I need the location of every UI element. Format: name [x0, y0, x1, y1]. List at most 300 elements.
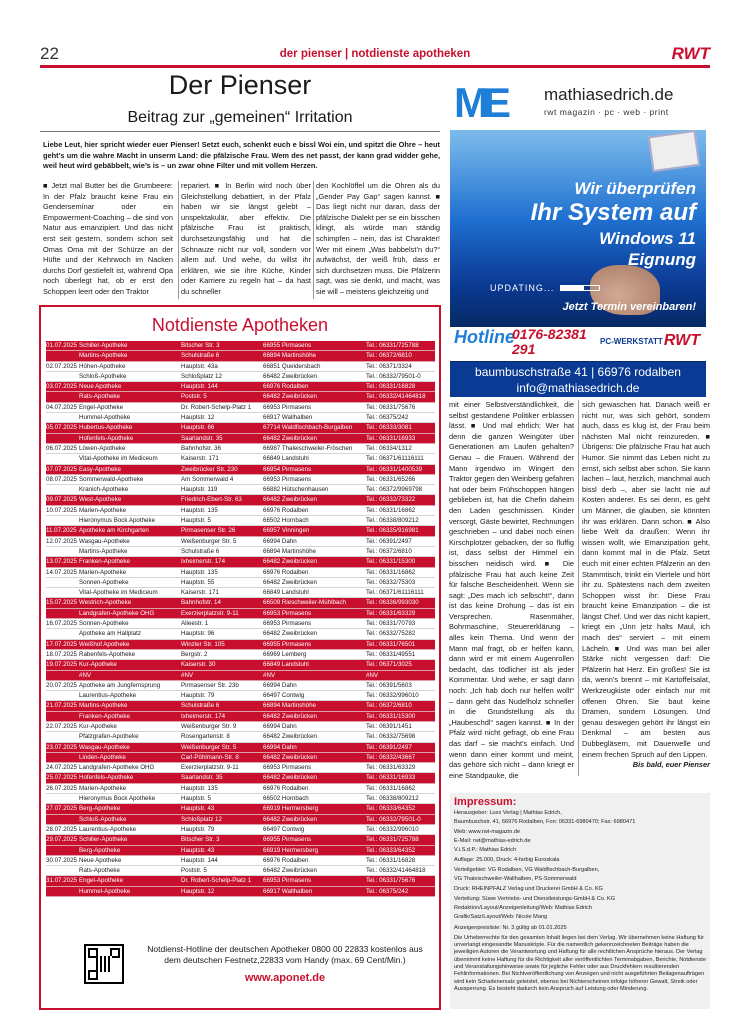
row-city: 66953 Pirmasens [263, 475, 312, 483]
table-row [46, 825, 435, 835]
row-city: 66482 Zweibrücken [263, 393, 318, 401]
row-date [46, 351, 79, 360]
table-row [46, 526, 435, 536]
row-date [46, 732, 79, 741]
row-city: 66894 Martinshöhe [263, 702, 316, 710]
row-street: Friedrich-Ebert-Str. 63 [181, 496, 242, 504]
table-row [46, 537, 435, 547]
row-pharmacy: Neue Apotheke [79, 383, 122, 391]
row-street: Zweibrücker Str. 230 [181, 465, 238, 473]
row-date [46, 846, 79, 855]
impressum-line: Verteilgebiet: VG Rodalben, VG Waldfischbach-Burgalben, [454, 866, 600, 873]
row-phone: Tel.: 06333/3081 [366, 424, 412, 432]
row-city: 66976 Rodalben [263, 506, 309, 514]
row-phone: Tel.: 06371/3025 [366, 661, 412, 669]
ad-line-4: Eignung [628, 250, 696, 269]
row-date [46, 413, 79, 422]
table-row [46, 835, 435, 845]
devices-icon [648, 130, 701, 172]
row-city: 66957 Vinningen [263, 527, 310, 535]
notdienst-box [39, 305, 441, 1010]
table-row [46, 588, 435, 598]
row-date: 05.07.2025 [46, 424, 77, 432]
table-row [46, 722, 435, 732]
row-date [46, 609, 79, 618]
row-date [46, 629, 79, 638]
row-city: 66482 Zweibrücken [263, 712, 318, 720]
row-street: Winzler Str. 105 [181, 640, 225, 648]
row-pharmacy: Kur-Apotheke [79, 661, 117, 669]
row-street: Hauptstr. 96 [181, 630, 215, 638]
row-street: Hauptstr. 135 [181, 568, 218, 576]
row-phone: Tel.: 06331/16862 [366, 568, 416, 576]
row-pharmacy: Martins-Apotheke [79, 547, 128, 555]
pc-werkstatt-label: PC-WERKSTATT [600, 337, 663, 346]
table-row [46, 516, 435, 526]
table-row [46, 629, 435, 639]
row-date: 04.07.2025 [46, 403, 77, 411]
row-pharmacy: Laurentius-Apotheke [79, 825, 137, 833]
table-row [46, 392, 435, 402]
ad-line-2: Ihr System auf [530, 199, 696, 226]
table-row [46, 763, 435, 773]
row-date: 17.07.2025 [46, 640, 77, 648]
table-row [46, 712, 435, 722]
row-street: Exerzierplatzstr. 9-11 [181, 764, 239, 772]
row-pharmacy: Kur-Apotheke [79, 722, 117, 730]
row-city: 66482 Zweibrücken [263, 630, 318, 638]
table-row [46, 701, 435, 711]
row-date [46, 547, 79, 556]
row-phone: Tel.: 06391/1451 [366, 722, 412, 730]
row-city: 66482 Zweibrücken [263, 753, 318, 761]
row-city: 66849 Landstuhl [263, 661, 309, 669]
row-street: Dr. Robert-Schelp-Platz 1 [181, 403, 252, 411]
row-pharmacy: Hubertus-Apotheke [79, 424, 133, 432]
impressum-title: Impressum: [454, 796, 517, 808]
row-phone: Tel.: 06333/64352 [366, 805, 416, 813]
row-pharmacy: Apotheke am Kirchgarten [79, 527, 149, 535]
row-pharmacy: Hieronymus Bock Apotheke [79, 517, 156, 525]
row-date: 10.07.2025 [46, 506, 77, 514]
row-street: Bitscher Str. 3 [181, 836, 220, 844]
table-row [46, 671, 435, 681]
row-street: Schloßplatz 12 [181, 372, 222, 380]
table-row [46, 413, 435, 423]
table-row [46, 732, 435, 742]
row-city: 66917 Wallhalben [263, 414, 313, 422]
row-street: Hauptstr. 135 [181, 506, 218, 514]
row-pharmacy: Franken-Apotheke [79, 712, 130, 720]
row-phone: Tel.: 06331/16862 [366, 784, 416, 792]
hotline-number: 0176-82381291 [512, 326, 587, 357]
row-date: 19.07.2025 [46, 661, 77, 669]
row-date [46, 691, 79, 700]
ad-hotline-bar [450, 327, 706, 361]
row-pharmacy: Apotheke am Hallplatz [79, 630, 141, 638]
row-street: Hauptstr. 43 [181, 846, 215, 854]
row-date: 12.07.2025 [46, 537, 77, 545]
row-street: Pirmasenser Str. 23b [181, 681, 239, 689]
table-row [46, 650, 435, 660]
table-row [46, 753, 435, 763]
table-row [46, 506, 435, 516]
row-city: 66976 Rodalben [263, 784, 309, 792]
row-city: 66482 Zweibrücken [263, 496, 318, 504]
row-city: 66849 Landstuhl [263, 455, 309, 463]
row-phone: Tel.: 06331/16828 [366, 383, 416, 391]
row-pharmacy: Landgrafen-Apotheke OHG [79, 764, 155, 772]
row-phone: Tel.: 06372/6810 [366, 547, 412, 555]
column-divider [578, 400, 579, 776]
page-number: 22 [40, 44, 59, 63]
row-street: Ixheimerstr. 174 [181, 712, 226, 720]
row-city: 66482 Zweibrücken [263, 558, 318, 566]
row-phone: Tel.: 06332/43667 [366, 753, 416, 761]
row-city: 66497 Contwig [263, 692, 305, 700]
row-pharmacy: Franken-Apotheke [79, 558, 130, 566]
row-phone: Tel.: 06371/61116111 [366, 589, 424, 597]
row-pharmacy: Löwen-Apotheke [79, 444, 126, 452]
row-date: 18.07.2025 [46, 650, 77, 658]
row-phone: Tel.: 06333/64352 [366, 846, 416, 854]
table-row [46, 681, 435, 691]
impressum-line: E-Mail: rwt@mathias-edrich.de [454, 837, 531, 844]
row-date: 03.07.2025 [46, 383, 77, 391]
table-row [46, 804, 435, 814]
row-street: Kaiserstr. 171 [181, 455, 219, 463]
column-divider [178, 181, 179, 299]
row-pharmacy: Weißhof Apotheke [79, 640, 130, 648]
row-date: 01.07.2025 [46, 342, 77, 349]
row-pharmacy: Easy-Apotheke [79, 465, 121, 473]
row-pharmacy: Hummel-Apotheke [79, 887, 131, 895]
row-date [46, 372, 79, 381]
row-phone: Tel.: 06372/6810 [366, 352, 412, 360]
row-city: 66497 Contwig [263, 825, 305, 833]
row-pharmacy: West-Apotheke [79, 496, 122, 504]
article-title: Der Pienser [168, 70, 312, 100]
row-pharmacy: Westrich-Apotheke [79, 599, 132, 607]
row-pharmacy: Martins-Apotheke [79, 352, 128, 360]
ad-line-1: Wir überprüfen [574, 179, 696, 198]
table-row [46, 547, 435, 557]
me-logo: ME [454, 79, 505, 126]
article-column-3: den Kochlöffel um die Ohren als du „Gender Pay Gap“ sagen kannst. ■ Das liegt nicht nur daran, dass der pfälzische Dialekt per se ein bisschen klingt, als würde man ständig schimpfen – nein, das ist Charakter! Wer mit einem „Was babbelst’n du?“ aufwächst, der weiß früh, dass er sich durchsetzen muss. Die Pfälzerin sagt, was sie denkt, und macht, was sie will – meistens gleichzeitig und [316, 181, 440, 296]
row-date [46, 671, 79, 680]
table-row [46, 557, 435, 567]
row-city: 66482 Zweibrücken [263, 815, 318, 823]
row-phone: Tel.: 06332/79501-0 [366, 372, 421, 380]
row-date: 24.07.2025 [46, 764, 77, 772]
update-progress-bar [560, 285, 600, 291]
row-street: Weißenburger Str. 5 [181, 743, 237, 751]
row-phone: Tel.: 06331/63329 [366, 764, 416, 772]
row-pharmacy: Marien-Apotheke [79, 784, 127, 792]
row-street: Bahnhofstr. 36 [181, 444, 221, 452]
table-row [46, 691, 435, 701]
row-street: Ixheimerstr. 174 [181, 558, 226, 566]
row-phone: Tel.: 06391/5603 [366, 681, 412, 689]
row-phone: Tel.: 06371/61116111 [366, 455, 424, 463]
row-phone: Tel.: 06331/1400539 [366, 465, 423, 473]
table-row [46, 423, 435, 433]
row-pharmacy: Schloß-Apotheke [79, 815, 127, 823]
row-date: 09.07.2025 [46, 496, 77, 504]
table-row [46, 351, 435, 361]
row-phone: #NV [366, 671, 379, 679]
row-phone: Tel.: 06331/16862 [366, 506, 416, 514]
row-street: Schulstraße 6 [181, 352, 220, 360]
row-date: 11.07.2025 [46, 527, 77, 535]
row-date [46, 887, 79, 896]
impressum-line: Druck: RHEINPFALZ Verlag und Druckerei GmbH & Co. KG [454, 886, 603, 893]
row-pharmacy: Hofenfels-Apotheke [79, 774, 134, 782]
table-row [46, 382, 435, 392]
row-street: Weißenburger Str. 9 [181, 722, 237, 730]
impressum-line: VG Thaleischweiler-Wallhalben, PS-Sommerwald [454, 876, 577, 883]
row-pharmacy: Höhen-Apotheke [79, 362, 126, 370]
advertisement[interactable] [450, 75, 706, 397]
row-pharmacy: Sommerwald-Apotheke [79, 475, 144, 483]
impressum-line: Anzeigenpreisliste: Nr. 3 gültig ab 01.01.2025 [454, 924, 567, 931]
row-street: Kaiserstr. 30 [181, 661, 216, 669]
row-pharmacy: Wasgau-Apotheke [79, 537, 130, 545]
row-street: Dr. Robert-Schelp-Platz 1 [181, 877, 252, 885]
row-date: 23.07.2025 [46, 743, 77, 751]
row-pharmacy: Laurentius-Apotheke [79, 692, 137, 700]
impressum-line: Auflage: 25.000, Druck: 4-farbig Euroskala [454, 857, 560, 864]
row-street: Hauptstr. 5 [181, 795, 211, 803]
ad-services: rwt magazin · pc · web · print [544, 107, 669, 117]
row-date: 27.07.2025 [46, 805, 77, 813]
row-street: Bahnhofstr. 14 [181, 599, 221, 607]
table-row [46, 660, 435, 670]
row-city: 66953 Pirmasens [263, 403, 312, 411]
table-row [46, 568, 435, 578]
row-street: Hauptstr. 43 [181, 805, 215, 813]
row-city: 66482 Zweibrücken [263, 774, 318, 782]
impressum-line: Web: www.rwt-magazin.de [454, 828, 521, 835]
table-row [46, 846, 435, 856]
row-pharmacy: Hummel-Apotheke [79, 414, 131, 422]
row-street: Exerzierplatzstr. 9-11 [181, 609, 239, 617]
aponet-link[interactable]: www.aponet.de [244, 972, 326, 984]
row-city: 67714 Waldfischbach-Burgalben [263, 424, 353, 432]
row-pharmacy: Neue Apotheke [79, 856, 122, 864]
row-date [46, 454, 79, 463]
row-pharmacy: Schloß-Apotheke [79, 372, 127, 380]
row-street: Am Sommerwald 4 [181, 475, 234, 483]
row-street: Alleestr. 1 [181, 620, 209, 628]
row-phone: Tel.: 06332/73322 [366, 496, 416, 504]
row-date [46, 485, 79, 494]
table-row [46, 815, 435, 825]
row-date: 07.07.2025 [46, 465, 77, 473]
row-street: Carl-Pöhlmann-Str. 8 [181, 753, 239, 761]
row-city: 66509 Rieschweiler-Mühlbach [263, 599, 346, 607]
row-city: 66502 Hornbach [263, 795, 309, 803]
table-row [46, 773, 435, 783]
row-city: 66482 Zweibrücken [263, 434, 318, 442]
impressum-line: Grafik/Satz/Layout/Web: Nicole Mang [454, 914, 548, 921]
row-phone: Tel.: 06331/16933 [366, 774, 416, 782]
row-date [46, 578, 79, 587]
row-date: 22.07.2025 [46, 722, 77, 730]
row-city: 66955 Pirmasens [263, 640, 312, 648]
row-street: Schulstraße 6 [181, 547, 220, 555]
row-pharmacy: Marien-Apotheke [79, 506, 127, 514]
row-phone: Tel.: 06331/75676 [366, 403, 416, 411]
row-date [46, 392, 79, 401]
row-phone: Tel.: 06332/996010 [366, 825, 419, 833]
row-city: 66917 Wallhalben [263, 887, 313, 895]
row-city: 66482 Zweibrücken [263, 372, 318, 380]
table-row [46, 403, 435, 413]
row-city: 66954 Pirmasens [263, 465, 312, 473]
article-column-2: repariert. ■ In Berlin wird noch über Gleichstellung debattiert, in der Pfalz haben wir sie längst gelebt – unspektakulär, aber effektiv. Die pfälzische Frau ist praktisch, durchsetzungsfähig und hat die Schnauze nicht nur voll, sondern vor allem auf. Und wehe, du willst ihr erklären, wie sie ihre Küche, Kinder oder Karriere zu regeln hat – da hast du schneller [181, 181, 311, 296]
row-phone: Tel.: 06331/75676 [366, 877, 416, 885]
row-street: Hauptstr. 144 [181, 383, 218, 391]
row-pharmacy: #NV [79, 671, 92, 679]
row-city: 66894 Martinshöhe [263, 352, 316, 360]
row-city: 66953 Pirmasens [263, 764, 312, 772]
row-city: 66919 Hermersberg [263, 846, 319, 854]
table-row [46, 598, 435, 608]
row-city: 66502 Hornbach [263, 517, 309, 525]
row-city: 66851 Queidersbach [263, 362, 321, 370]
impressum-line: Verteilung: Süwe Vertriebs- und Dienstleistungs-GmbH & Co. KG [454, 895, 616, 902]
row-date: 08.07.2025 [46, 475, 77, 483]
row-pharmacy: Landgrafen-Apotheke OHG [79, 609, 155, 617]
row-phone: Tel.: 06391/2497 [366, 537, 412, 545]
row-street: Hauptstr. 55 [181, 578, 215, 586]
row-pharmacy: Schiller-Apotheke [79, 836, 128, 844]
row-phone: Tel.: 06335/916981 [366, 527, 419, 535]
row-date [46, 794, 79, 803]
table-row [46, 485, 435, 495]
row-city: #NV [263, 671, 276, 679]
row-street: Schulstraße 6 [181, 702, 220, 710]
row-phone: Tel.: 06371/3324 [366, 362, 412, 370]
notdienst-hotline: Notdienst-Hotline der deutschen Apotheker 0800 00 22833 kostenlos aus dem deutschen Festnetz,22833 vom Handy (max. 69 Cent/Min.) [147, 944, 423, 965]
row-city: 66987 Thaleischweiler-Fröschen [263, 444, 353, 452]
row-city: 66919 Hermersberg [263, 805, 319, 813]
row-phone: Tel.: 06332/41464818 [366, 393, 426, 401]
notdienst-table [46, 341, 435, 897]
row-city: 66482 Zweibrücken [263, 867, 318, 875]
article-column-1: ■ Jetzt mal Butter bei die Grumbeere: In der Pfalz braucht keine Frau ein Gendersemínar oder ein Empowerment-Coaching – die sind von Natur aus emanzipiert. Und das nicht erst seit gestern, sondern schon seit Omas Oma mit der Schürze an der Hüfte und der Kehrwoch im Nacken durchs Dorf gestiefelt ist, während Opa noch überlegt hat, ob er erst den Schoppen leert oder den Traktor [43, 181, 173, 296]
row-city: 66894 Martinshöhe [263, 547, 316, 555]
row-street: Hauptstr. 79 [181, 825, 215, 833]
row-pharmacy: Schiller-Apotheke [79, 342, 128, 349]
section-title: der pienser | notdienste apotheken [279, 48, 471, 60]
row-pharmacy: Marien-Apotheke [79, 568, 127, 576]
row-date [46, 753, 79, 762]
row-pharmacy: Martins-Apotheke [79, 702, 128, 710]
table-row [46, 465, 435, 475]
ad-header [450, 75, 706, 130]
brand-logo: RWT [671, 44, 710, 63]
row-pharmacy: Sonnen-Apotheke [79, 578, 129, 586]
table-row [46, 866, 435, 876]
row-phone: Tel.: 06331/76501 [366, 640, 416, 648]
row-city: 66955 Pirmasens [263, 836, 312, 844]
row-date: 06.07.2025 [46, 444, 77, 452]
row-street: #NV [181, 671, 194, 679]
row-street: Hauptstr. 135 [181, 784, 218, 792]
hotline-label: Hotline [454, 327, 515, 347]
ad-address-block [450, 362, 706, 397]
row-phone: Tel.: 06372/9969798 [366, 486, 423, 494]
table-row [46, 619, 435, 629]
article-column-4: mit einer Selbstverständlichkeit, die selbst gestandene Politiker erblassen lässt. ■ Und mal ehrlich: Wer hat denn die ganzen Weingüter über Generationen am Laufen gehalten? Genau – die Frauen. Während der Mann irgendwo im Wingert den Traktor gegen den Weinberg gefahren hat oder beim Frühschoppen hängen geblieben ist, hat die Chefin daheim den Laden geschmissen. Kinder versorgt, Gäste bewirtet, Rechnungen geschrieben – und dabei noch einen Kirschplotzer gebacken, der so fluffig ist, dass selbst der Himmel ein bisschen neidisch wird. ■ Die pfälzische Frau hat auch keine Zeit für falsche Bescheidenheit. Wenn sie sagt: „Des mach ich selbscht!“, dann ist das keine Drohung – das ist ein Versprechen. Rasenmäher, Bohrmaschine, Steuererklärung – alles kein Thema. Und wenn der Mann mal fragt, ob er helfen kann, dann wird er mit einem Augenrollen bedacht, das tödlicher ist als jeder Kommentar. Und wehe, er sagt dann noch: „Ich hab doch nur helfen wollt“ – dann geht das Nudelholz schneller in die Grundstellung als du „Haubeschdl“ sagen kannst. ■ In der Pfalz wird nicht gefragt, ob eine Frau das darf – sie macht’s einfach. Und wenn dann einer kommt und meint, das gehöre sich nicht – dann kriegt er eine Standpauke, die [449, 400, 574, 780]
row-date: 16.07.2025 [46, 620, 77, 628]
table-row [46, 609, 435, 619]
row-city: 66482 Zweibrücken [263, 578, 318, 586]
row-city: 66994 Dahn [263, 743, 297, 751]
qr-code-icon[interactable] [84, 944, 124, 984]
row-phone: Tel.: 06338/809212 [366, 517, 419, 525]
row-phone: Tel.: 06332/79501-0 [366, 815, 421, 823]
notdienst-title: Notdienste Apotheken [151, 315, 329, 335]
table-row [46, 475, 435, 485]
impressum-line: Baumbuschstr. 41, 66976 Rodalben, Fon: 06331-6980470; Fax: 6980471 [454, 819, 636, 826]
row-pharmacy: Berg-Apotheke [79, 846, 121, 854]
ad-email[interactable]: info@mathiasedrich.de [516, 381, 640, 395]
table-row [46, 876, 435, 886]
row-pharmacy: Rats-Apotheke [79, 393, 120, 401]
row-street: Pirmasenser Str. 26 [181, 527, 236, 535]
table-row [46, 341, 435, 351]
row-city: 66482 Zweibrücken [263, 733, 318, 741]
row-date: 26.07.2025 [46, 784, 77, 792]
row-date [46, 434, 79, 443]
row-phone: Tel.: 06375/242 [366, 887, 409, 895]
row-city: 66976 Rodalben [263, 568, 309, 576]
row-date: 21.07.2025 [46, 702, 77, 710]
row-date [46, 588, 79, 597]
row-city: 66882 Hütschenhausen [263, 486, 329, 494]
row-city: 66969 Lemberg [263, 650, 307, 658]
row-city: 66994 Dahn [263, 537, 297, 545]
article-column-5 [582, 400, 710, 771]
row-street: Poststr. 5 [181, 393, 207, 401]
notdienst-footer [46, 938, 434, 1000]
row-date: 25.07.2025 [46, 774, 77, 782]
table-row [46, 784, 435, 794]
row-city: 66976 Rodalben [263, 856, 309, 864]
row-phone: Tel.: 06331/65266 [366, 475, 416, 483]
row-phone: Tel.: 06332/41464818 [366, 867, 426, 875]
row-city: 66953 Pirmasens [263, 877, 312, 885]
table-row [46, 454, 435, 464]
row-phone: Tel.: 06331/63329 [366, 609, 416, 617]
impressum-lines [454, 810, 706, 993]
row-date: 15.07.2025 [46, 599, 77, 607]
row-city: 66994 Dahn [263, 722, 297, 730]
table-row [46, 495, 435, 505]
row-phone: Tel.: 06331/70793 [366, 620, 416, 628]
row-date: 20.07.2025 [46, 681, 77, 689]
row-date: 02.07.2025 [46, 362, 77, 370]
row-date: 14.07.2025 [46, 568, 77, 576]
row-city: 66953 Pirmasens [263, 620, 312, 628]
ad-cta: Jetzt Termin vereinbaren! [562, 301, 696, 313]
row-phone: Tel.: 06338/809212 [366, 795, 419, 803]
row-pharmacy: Wasgau-Apotheke [79, 743, 130, 751]
row-city: 66849 Landstuhl [263, 589, 309, 597]
